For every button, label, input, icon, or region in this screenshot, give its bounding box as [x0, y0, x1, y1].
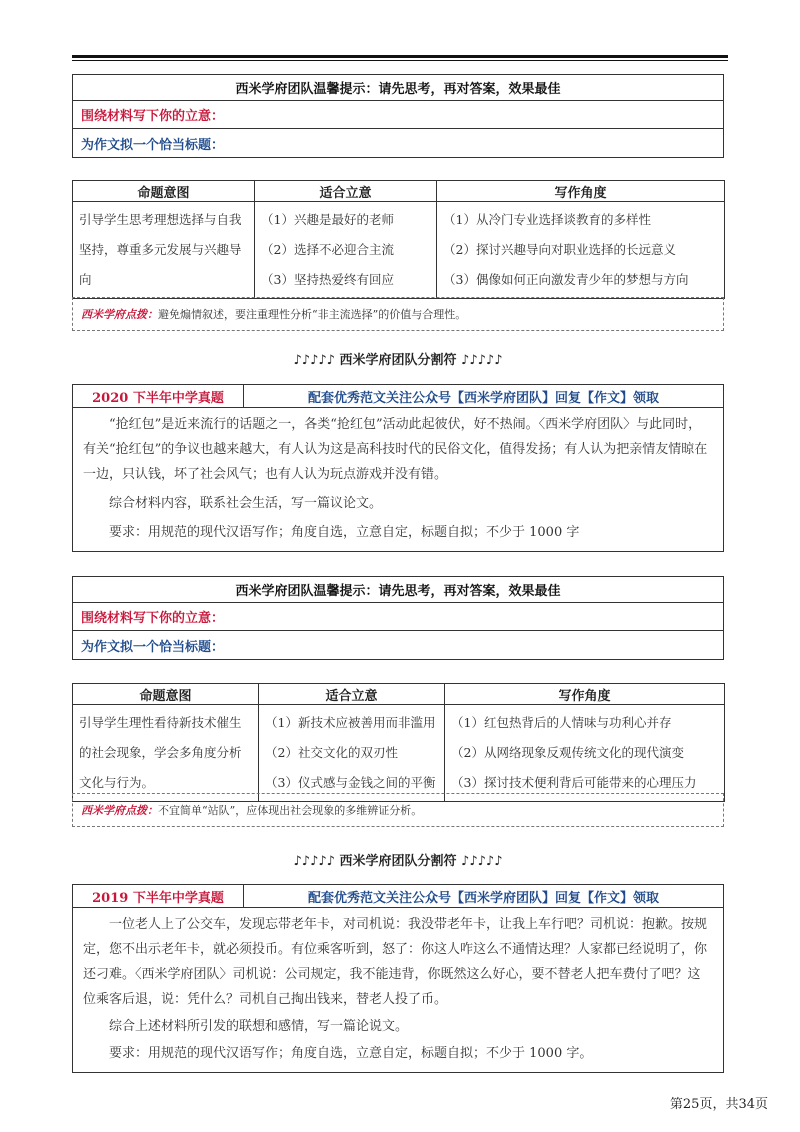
theme-prompt: 围绕材料写下你的立意：: [73, 101, 723, 129]
exam-promo: 配套优秀范文关注公众号【西米学府团队】回复【作文】领取: [307, 890, 659, 906]
tip-header: 西米学府团队温馨提示：请先思考，再对答案，效果最佳: [73, 577, 723, 603]
theme-item: （1）新技术应被善用而非滥用: [265, 715, 436, 730]
comment-label: 西米学府点拨：: [81, 308, 158, 321]
exam-paragraph: 一位老人上了公交车，发现忘带老年卡，对司机说：我没带老年卡，让我上车行吧？司机说：抱歉。按规定，您不出示老年卡，就必须投币。有位乘客听到，怒了：你这人咋这么不通情达理？人家都已经说明了，你还刁难。〈西米学府团队〉司机说：公司规定，我不能违背，你既然这么好心，要不替老人把车费付了吧？这位乘客后退，说：凭什么？司机自己掏出钱来，替老人投了币。: [83, 917, 708, 1007]
angle-cell: [437, 202, 725, 299]
comment-box-2: [72, 793, 724, 827]
theme-cell: [259, 705, 445, 802]
analysis-table-1: [72, 180, 725, 299]
theme-cell: [255, 202, 437, 299]
comment-box-1: [72, 297, 724, 331]
exam-paragraph: 综合上述材料所引发的联想和感情，写一篇论说文。: [109, 1019, 409, 1034]
analysis-table-2: [72, 683, 725, 802]
angle-item: （1）从冷门专业选择谈教育的多样性: [443, 212, 651, 227]
section-divider-1: ♪♪♪♪♪ 西米学府团队分割符 ♪♪♪♪♪: [293, 353, 503, 368]
header-angle: 写作角度: [445, 684, 725, 705]
header-theme: 适合立意: [255, 181, 437, 202]
header-intent: 命题意图: [73, 181, 255, 202]
exam-paragraph: 综合材料内容，联系社会生活，写一篇议论文。: [109, 496, 383, 511]
exam-year: 2020 下半年中学真题: [73, 385, 244, 407]
tip-box-2: [72, 576, 724, 660]
tip-box-1: [72, 74, 724, 158]
page-number: 第25页，共34页: [669, 1097, 768, 1112]
exam-2019: [72, 884, 724, 1073]
theme-item: （2）选择不必迎合主流: [261, 242, 394, 257]
theme-prompt: 围绕材料写下你的立意：: [73, 603, 723, 631]
title-prompt: 为作文拟一个恰当标题：: [81, 137, 225, 153]
exam-year: 2019 下半年中学真题: [73, 885, 244, 907]
exam-paragraph: 要求：用规范的现代汉语写作；角度自选，立意自定，标题自拟；不少于 1000 字。: [109, 1046, 593, 1061]
exam-2020: [72, 384, 724, 552]
theme-item: （2）社交文化的双刃性: [265, 745, 398, 760]
section-divider-2: ♪♪♪♪♪ 西米学府团队分割符 ♪♪♪♪♪: [293, 854, 503, 869]
theme-item: （3）仪式感与金钱之间的平衡: [265, 775, 436, 790]
header-intent: 命题意图: [73, 684, 259, 705]
intent-cell: 引导学生思考理想选择与自我坚持，尊重多元发展与兴趣导向: [73, 202, 255, 299]
comment-label: 西米学府点拨：: [81, 804, 158, 817]
angle-item: （3）探讨技术便利背后可能带来的心理压力: [451, 775, 697, 790]
angle-item: （3）偶像如何正向激发青少年的梦想与方向: [443, 272, 689, 287]
comment-text: 不宜简单“站队”，应体现出社会现象的多维辨证分析。: [158, 804, 423, 817]
exam-paragraph: 要求：用规范的现代汉语写作；角度自选，立意自定，标题自拟；不少于 1000 字: [109, 525, 580, 540]
intent-cell: 引导学生理性看待新技术催生的社会现象，学会多角度分析文化与行为。: [73, 705, 259, 802]
header-angle: 写作角度: [437, 181, 725, 202]
tip-header: 西米学府团队温馨提示：请先思考，再对答案，效果最佳: [73, 75, 723, 101]
angle-item: （2）探讨兴趣导向对职业选择的长远意义: [443, 242, 676, 257]
angle-cell: [445, 705, 725, 802]
comment-text: 避免煽情叙述，要注重理性分析“非主流选择”的价值与合理性。: [158, 308, 467, 321]
top-rule-thick: [72, 55, 728, 58]
angle-item: （1）红包热背后的人情味与功利心并存: [451, 715, 672, 730]
angle-item: （2）从网络现象反观传统文化的现代演变: [451, 745, 684, 760]
exam-promo: 配套优秀范文关注公众号【西米学府团队】回复【作文】领取: [307, 390, 659, 406]
header-theme: 适合立意: [259, 684, 445, 705]
theme-item: （3）坚持热爱终有回应: [261, 272, 394, 287]
exam-paragraph: “抢红包”是近来流行的话题之一，各类“抢红包”活动此起彼伏，好不热闹。〈西米学府团队〉与此同时，有关“抢红包”的争议也越来越大，有人认为这是高科技时代的民俗文化，值得发扬；有人认为把亲情友情晾在一边，只认钱，坏了社会风气；也有人认为玩点游戏并没有错。: [83, 417, 708, 482]
theme-item: （1）兴趣是最好的老师: [261, 212, 394, 227]
title-prompt: 为作文拟一个恰当标题：: [81, 639, 225, 655]
top-rule-thin: [72, 60, 728, 61]
